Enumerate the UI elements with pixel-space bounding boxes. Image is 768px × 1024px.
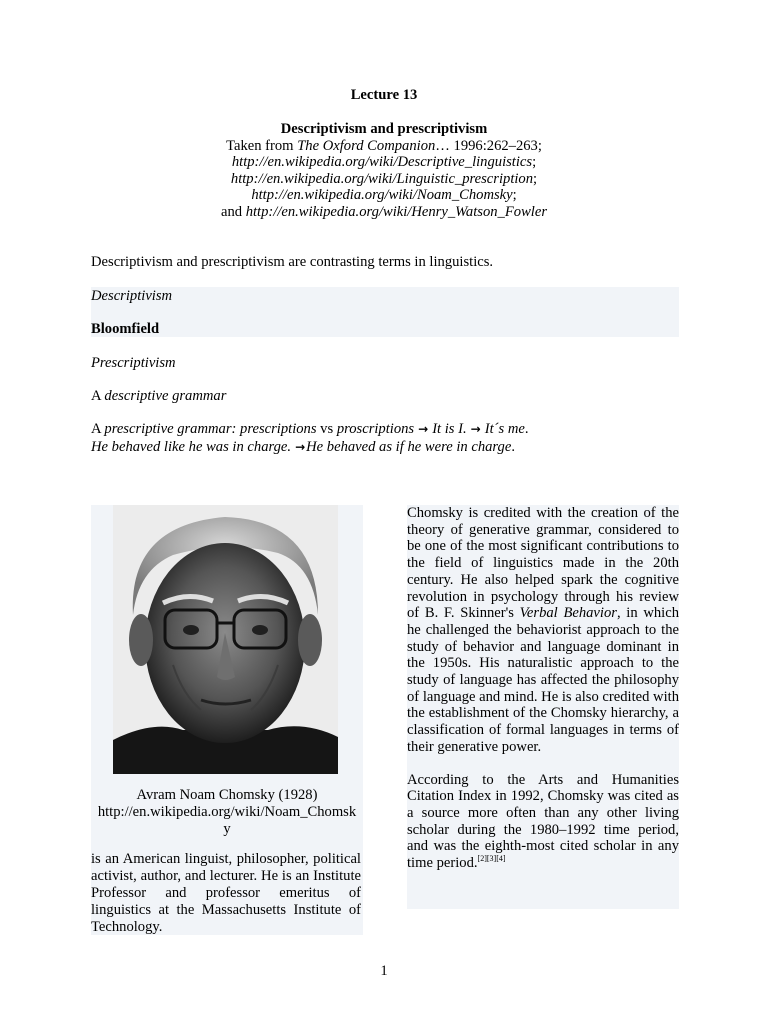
period: . — [511, 439, 515, 455]
left-column — [91, 505, 363, 935]
main-title: Descriptivism and prescriptivism — [280, 121, 488, 137]
highlight-band — [91, 287, 679, 337]
url-henry-watson-fowler[interactable]: http://en.wikipedia.org/wiki/Henry_Watson_Fowler — [245, 203, 548, 220]
url-line-3 — [0, 187, 768, 204]
url-line-1 — [0, 154, 768, 171]
chomsky-portrait-image — [113, 505, 338, 774]
source-prefix: Taken from — [226, 137, 298, 154]
arrow-right-icon: → — [470, 422, 481, 436]
and-word: and — [220, 203, 246, 220]
example-as-if: He behaved as if he were in charge — [306, 439, 512, 455]
photo-caption — [91, 787, 363, 838]
prescriptive-line-2 — [91, 439, 515, 456]
heading-prescriptivism: Prescriptivism — [91, 355, 176, 371]
example-like: He behaved like he was in charge. — [91, 439, 292, 455]
prescriptive-term: prescriptive grammar: prescriptions — [104, 421, 317, 437]
header-block — [0, 121, 768, 220]
source-suffix: … 1996:262–263; — [435, 137, 542, 154]
url-noam-chomsky[interactable]: http://en.wikipedia.org/wiki/Noam_Chomsky — [251, 187, 513, 203]
prescriptive-line-1 — [91, 421, 529, 438]
article-a: A — [91, 388, 105, 404]
caption-name: Avram Noam Chomsky (1928) — [136, 787, 318, 803]
descriptive-grammar-term: descriptive grammar — [104, 388, 227, 404]
url-linguistic-prescription[interactable]: http://en.wikipedia.org/wiki/Linguistic_prescription — [230, 170, 534, 187]
p1-text-b: , in which he challenged the behaviorist approach to the study of behavior and language dominant in the 1950s. His naturalistic approach to the study of language has affected the philosophy of language and mind. He is also credited with the establishment of the Chomsky hierarchy, a classification of formal languages in terms of their generative power. — [407, 605, 679, 755]
lecture-title: Lecture 13 — [350, 87, 418, 103]
verbal-behavior-title: Verbal Behavior — [519, 605, 617, 622]
url-line-2 — [0, 171, 768, 188]
heading-descriptivism: Descriptivism — [91, 288, 173, 304]
url-descriptive-linguistics[interactable]: http://en.wikipedia.org/wiki/Descriptive_linguistics — [231, 154, 533, 170]
p1-text-a: Chomsky is credited with the creation of the theory of generative grammar, considered to be one of the most significant contributions to the field of linguistics made in the 20th century. He also helped spark the cognitive revolution in psychology through his review of B. F. Skinner's — [407, 505, 679, 622]
page-number: 1 — [380, 963, 388, 979]
caption-url[interactable]: http://en.wikipedia.org/wiki/Noam_Chomsky — [97, 804, 357, 837]
period: . — [524, 421, 529, 437]
chomsky-bio: is an American linguist, philosopher, political activist, author, and lecturer. He is an Institute Professor and professor emeritus of linguistics at the Massachusetts Institute of Technology. — [91, 851, 361, 935]
arrow-right-icon: → — [418, 422, 429, 436]
p2-text: According to the Arts and Humanities Citation Index in 1992, Chomsky was cited as a source more often than any other living scholar during the 1980–1992 time period, and was the eighth-most cited scholar in any time period. — [407, 771, 679, 872]
chomsky-paragraph-1 — [407, 505, 679, 756]
intro-paragraph: Descriptivism and prescriptivism are contrasting terms in linguistics. — [91, 254, 494, 270]
separator: ; — [533, 170, 538, 187]
separator: ; — [532, 154, 537, 170]
right-column — [407, 505, 679, 909]
chomsky-paragraph-2 — [407, 772, 679, 872]
citation-refs[interactable]: [2][3][4] — [477, 854, 506, 864]
portrait-drawing — [113, 505, 338, 774]
example-it-is-i: It is I. — [432, 421, 467, 437]
source-line — [0, 138, 768, 155]
proscriptions-term: proscriptions — [336, 421, 415, 437]
heading-bloomfield: Bloomfield — [91, 321, 160, 337]
url-line-4 — [0, 204, 768, 221]
example-its-me: It´s me — [484, 421, 525, 437]
vs-word: vs — [316, 421, 337, 437]
separator: ; — [512, 187, 517, 203]
arrow-right-icon: → — [295, 440, 306, 454]
article-a: A — [91, 421, 105, 437]
descriptive-grammar-line — [91, 388, 226, 405]
source-title: The Oxford Companion — [297, 137, 436, 154]
